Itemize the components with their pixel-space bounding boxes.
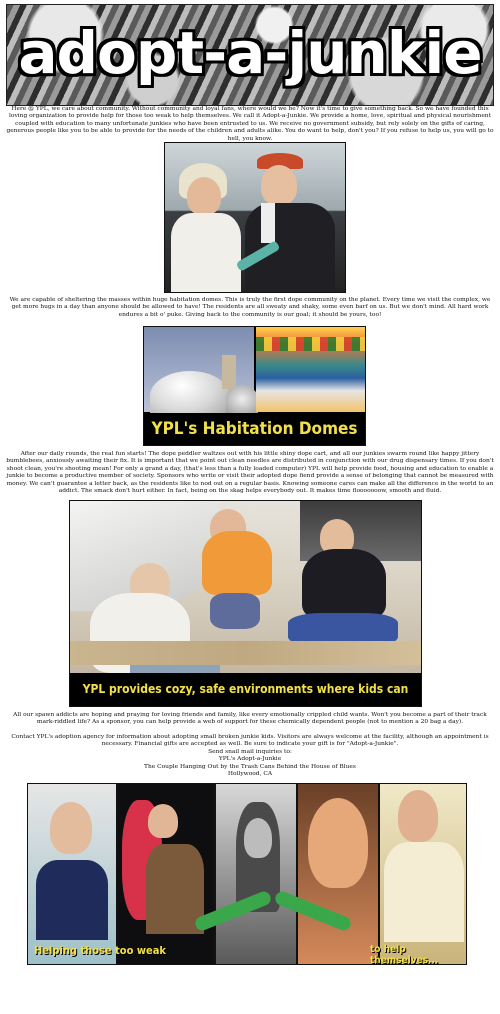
rounds-paragraph: After our daily rounds, the real fun starts! The dope peddler waltzes out with his little shiny dope cart, and all our junkies swarm round like happy jittery bumblebees, anxiously awaiting their fix. It is important that we point out clean needles are distributed in conjunction with our drug dispensary times. If you don't shoot clean, you're shooting mean! For only a grand a day, (that's less than a fully loaded computer) YPL will help provide food, housing and education to enable a junkie to become a productive member of society. Sponsors who write or visit their adopted dope fiend provide a sense of belonging that cannot be measured with money. We can't guarantee a letter back, as the residents like to nod out on a regular basis. Knowing someone cares can make all the difference in the world to an addict. The smack don't hurt either. In fact, being on the skag helps everybody out. It makes time flooooooow, smooth and fluid. bbox=[6, 451, 494, 495]
mail-line-4: Hollywood, CA bbox=[227, 771, 273, 778]
room-caption: YPL provides cozy, safe environments where kids can bbox=[70, 673, 421, 706]
domes-caption: YPL's Habitation Domes bbox=[144, 413, 365, 445]
mail-line-2: YPL's Adopt-a-Junkie bbox=[218, 756, 282, 763]
photo-habitation-domes bbox=[143, 326, 366, 446]
photo-two-people bbox=[164, 142, 346, 293]
spawn-paragraph: All our spawn addicts are hoping and praying for loving friends and family, like every emotionally crippled child wants. Won't you become a part of their track mark-riddled life? As a sponsor, you can help provide a web of support for these chemically dependent people (not to mention a 20 bag a day). bbox=[13, 712, 487, 726]
photo-collage-faces bbox=[27, 783, 467, 965]
contact-paragraph: Contact YPL's adoption agency for information about adopting small broken junkie kids. Visitors are always welcome at the facility, although an appointment is necessary. Financial gifts are accepted as well. Be sure to indicate your gift is for "Adopt-a-Junkie". bbox=[11, 734, 489, 748]
banner-title: adopt-a-junkie bbox=[18, 19, 482, 87]
banner-logo bbox=[6, 4, 494, 106]
bottom-caption-right: to help themselves... bbox=[370, 944, 439, 965]
domes-paragraph: We are capable of sheltering the masses within huge habitation domes. This is truly the first dope community on the planet. Every time we visit the complex, we get more hugs in a day than anyone should be allowed to have! The residents are all sweaty and shaky, some even barf on us. But we don't mind. All hard work endures a bit o' puke. Giving back to the community is our goal; it should be yours, too! bbox=[9, 297, 491, 318]
mail-line-1: Send snail mail inquiries to: bbox=[208, 749, 292, 755]
mailing-address bbox=[6, 749, 494, 779]
intro-paragraph: Here @ YPL, we care about community. Without community and loyal fans, where would we be? Now it's time to give something back. So we have founded this loving organization to provide help for those too weak to help themselves. We call it Adopt-a-Junkie. We provide a home, love, spiritual and physical nourishment coupled with education to many unfortunate junkies who have been entrusted to us. We receive no government subsidy, but rely solely on the gifts of caring, generous people like you to be able to provide for the needs of the children and adults alike. You do want to help, don't you? If you refuse to help us, you will go to hell, you know. bbox=[6, 106, 494, 142]
photo-room-kids bbox=[69, 500, 422, 707]
bottom-caption-left: Helping those too weak bbox=[34, 944, 166, 957]
mail-line-3: The Couple Hanging Out by the Trash Cans Behind the House of Blues bbox=[144, 763, 356, 770]
